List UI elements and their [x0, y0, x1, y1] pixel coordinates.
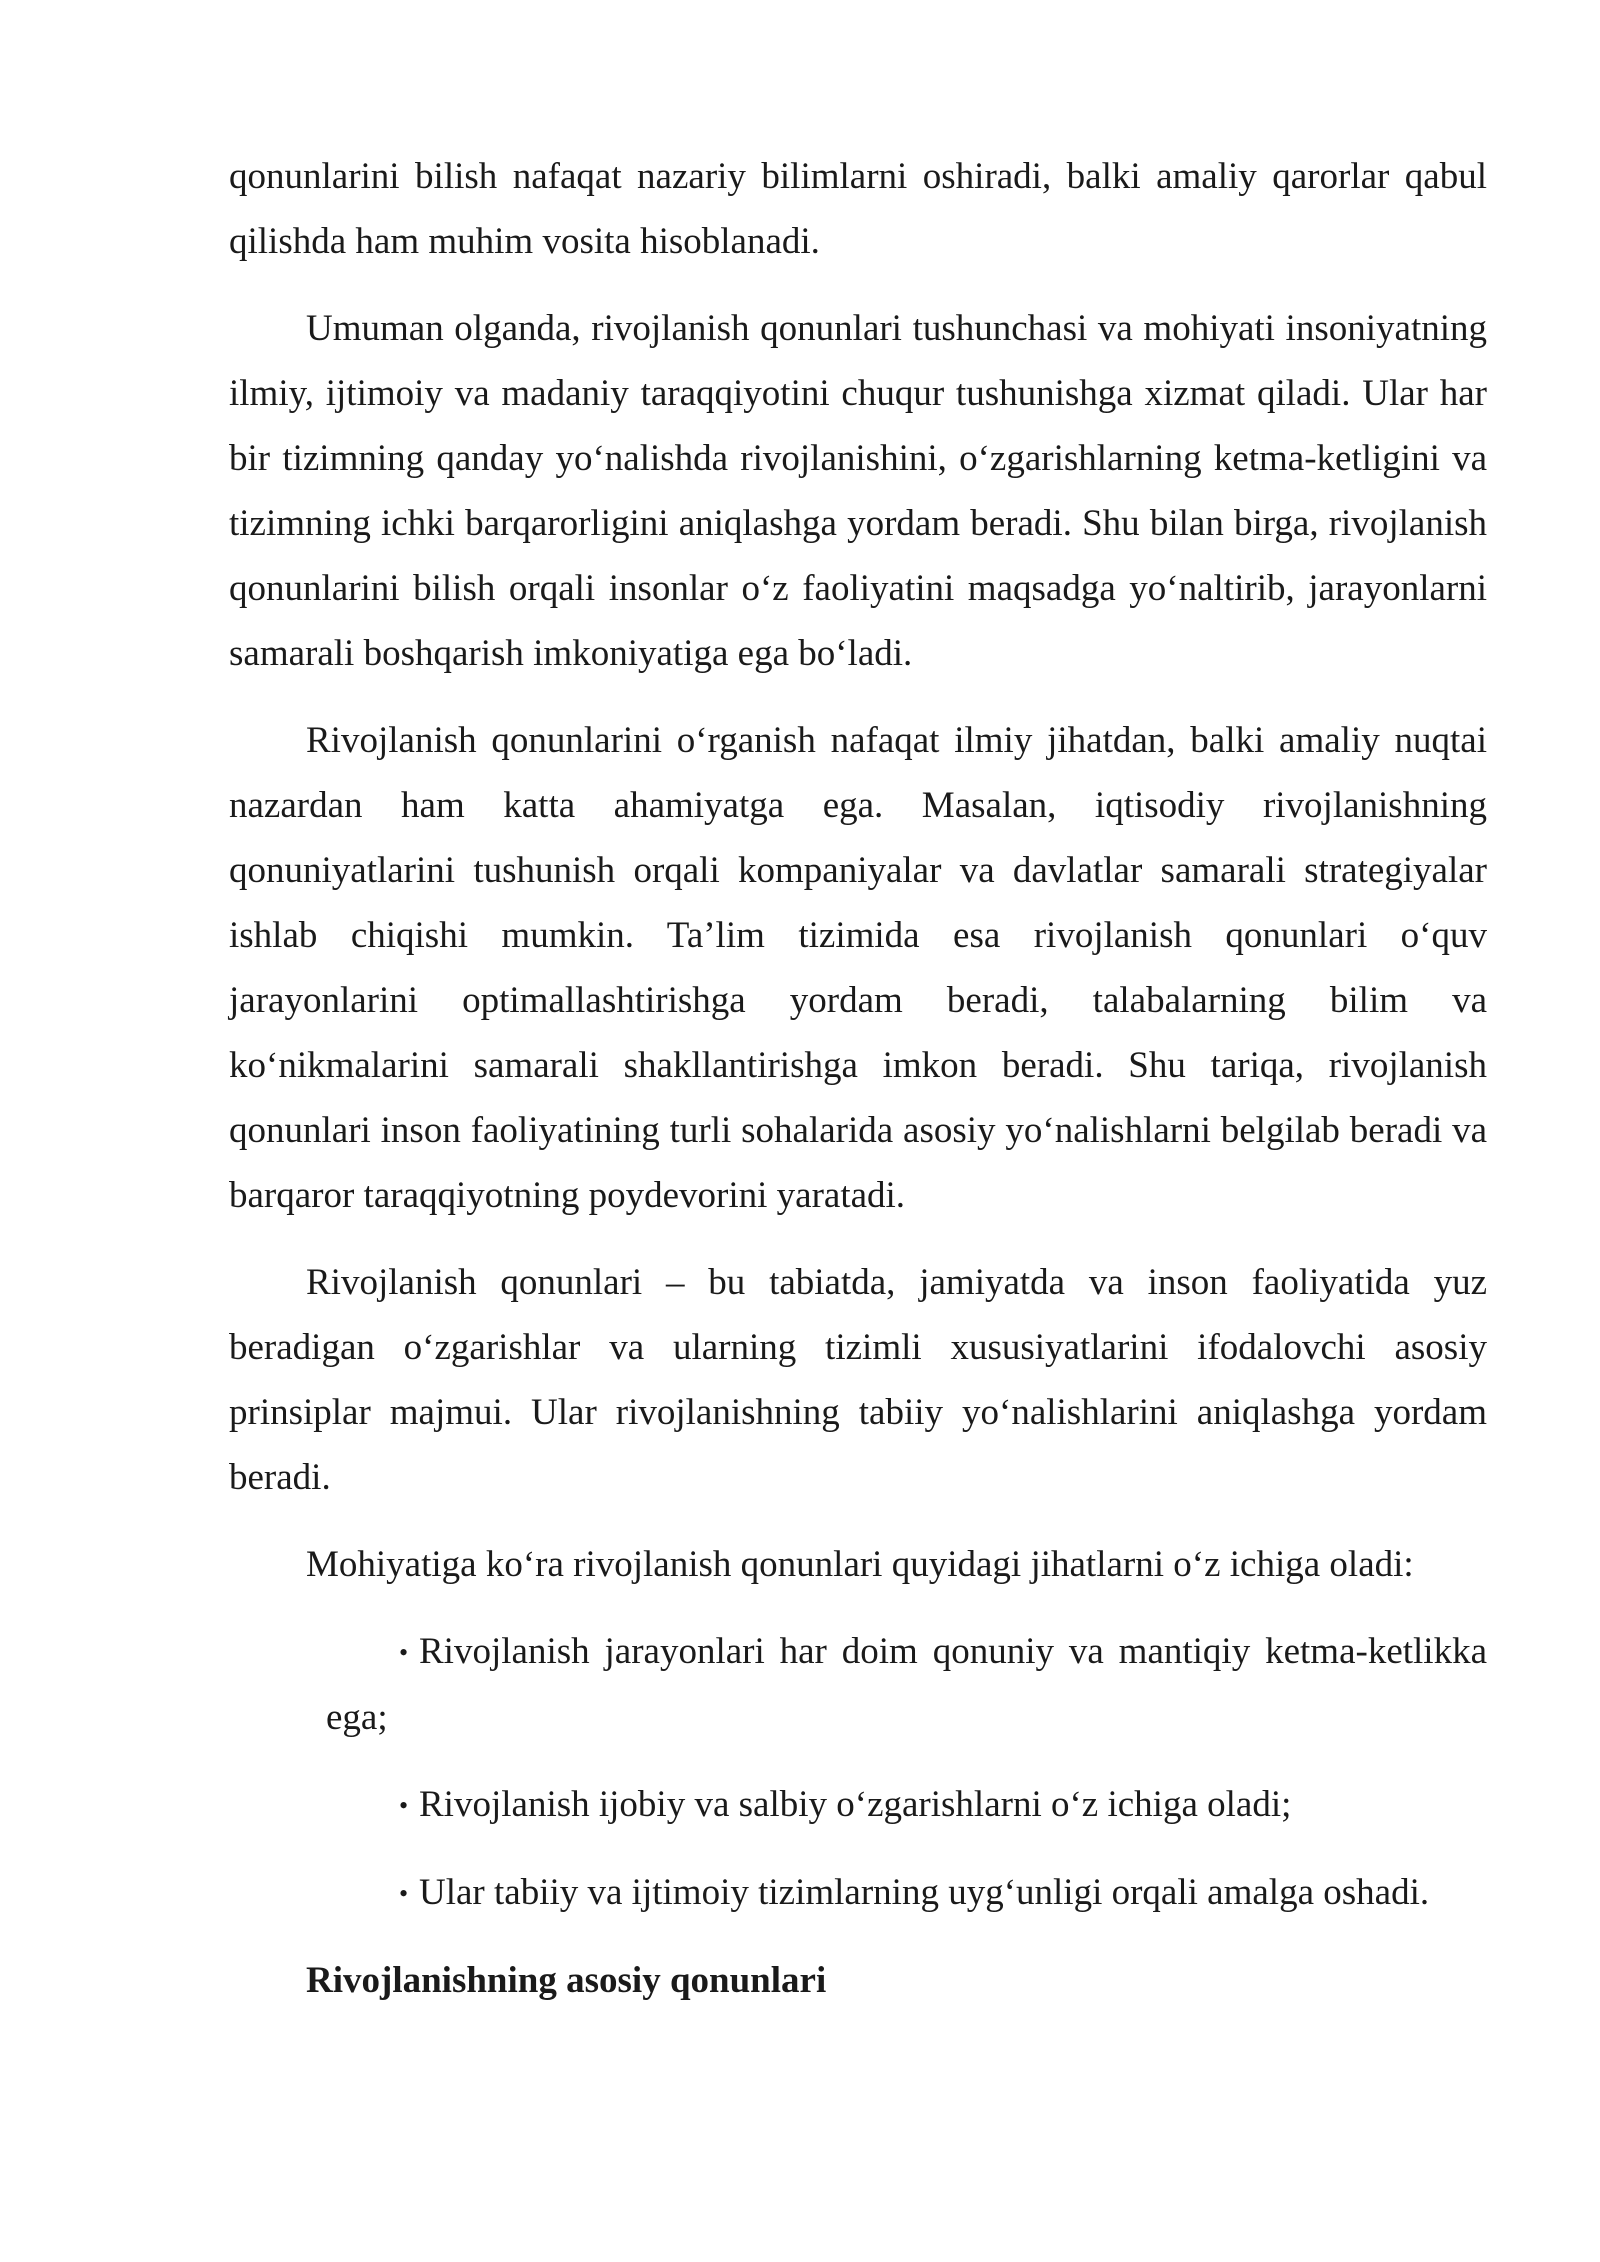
list-item-text: Rivojlanish ijobiy va salbiy o‘zgarishlarni o‘z ichiga oladi; [419, 1784, 1292, 1825]
paragraph-practical-importance: Rivojlanish qonunlarini o‘rganish nafaqat ilmiy jihatdan, balki amaliy nuqtai nazardan ham katta ahamiyatga ega. Masalan, iqtisodiy rivojlanishning qonuniyatlarini tushunish orqali kompaniyalar va davlatlar samarali strategiyalar ishlab chiqishi mumkin. Ta’lim tizimida esa rivojlanish qonunlari o‘quv jarayonlarini optimallashtirishga yordam beradi, talabalarning bilim va ko‘nikmalarini samarali shakllantirishga imkon beradi. Shu tariqa, rivojlanish qonunlari inson faoliyatining turli sohalarida asosiy yo‘nalishlarni belgilab beradi va barqaror taraqqiyotning poydevorini yaratadi. [229, 720, 1487, 1216]
paragraph-continuation: qonunlarini bilish nafaqat nazariy bilimlarni oshiradi, balki amaliy qarorlar qabul qilishda ham muhim vosita hisoblanadi. [229, 156, 1487, 262]
bullet-icon: • [399, 1638, 409, 1667]
bullet-list [229, 1619, 1487, 1926]
bullet-icon: • [399, 1879, 409, 1908]
bullet-icon: • [399, 1791, 409, 1820]
paragraph-summary: Umuman olganda, rivojlanish qonunlari tushunchasi va mohiyati insoniyatning ilmiy, ijtimoiy va madaniy taraqqiyotini chuqur tushunishga xizmat qiladi. Ular har bir tizimning qanday yo‘nalishda rivojlanishini, o‘zgarishlarning ketma-ketligini va tizimning ichki barqarorligini aniqlashga yordam beradi. Shu bilan birga, rivojlanish qonunlarini bilish orqali insonlar o‘z faoliyatini maqsadga yo‘naltirib, jarayonlarni samarali boshqarish imkoniyatiga ega bo‘ladi. [229, 308, 1487, 674]
list-item-text: Rivojlanish jarayonlari har doim qonuniy va mantiqiy ketma-ketlikka ega; [326, 1631, 1487, 1738]
paragraph-definition: Rivojlanish qonunlari – bu tabiatda, jamiyatda va inson faoliyatida yuz beradigan o‘zgarishlar va ularning tizimli xususiyatlarini ifodalovchi asosiy prinsiplar majmui. Ular rivojlanishning tabiiy yo‘nalishlarini aniqlashga yordam beradi. [229, 1262, 1487, 1498]
list-item-text: Ular tabiiy va ijtimoiy tizimlarning uyg‘unligi orqali amalga oshadi. [419, 1872, 1430, 1913]
list-item [229, 1772, 1487, 1838]
text-column [229, 144, 1487, 2013]
paragraph-list-intro: Mohiyatiga ko‘ra rivojlanish qonunlari quyidagi jihatlarni o‘z ichiga oladi: [306, 1544, 1414, 1585]
list-item [229, 1860, 1487, 1926]
list-item [229, 1619, 1487, 1750]
section-heading: Rivojlanishning asosiy qonunlari [306, 1960, 827, 2001]
